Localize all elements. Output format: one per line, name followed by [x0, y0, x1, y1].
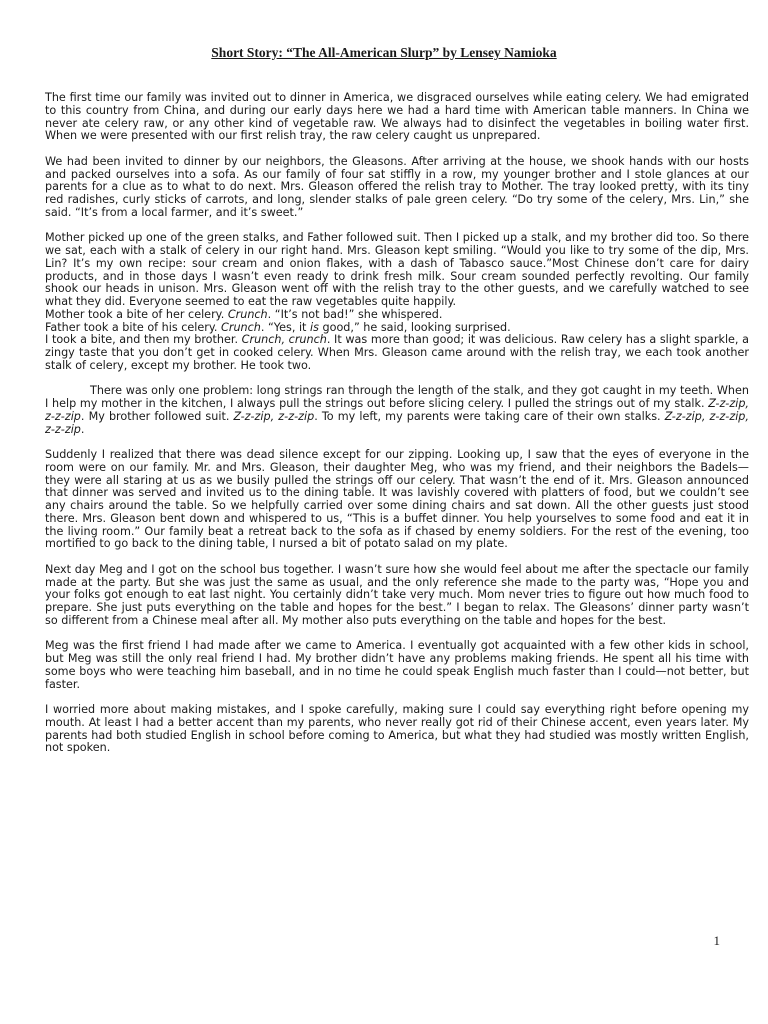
paragraph-3: Mother picked up one of the green stalks, and Father followed suit. Then I picked up a stalk, and my brother did too. So there we sat, each with a stalk of celery in our right hand. Mrs. Gleason kept smiling. “Would you like to try some of the dip, Mrs. Lin? It’s my own recipe: sour cream and onion flakes, with a dash of Tabasco sauce.”Most Chinese don’t care for dairy products, and in those days I wasn’t even ready to drink fresh milk. Sour cream sounded perfectly revolting. Our family shook our heads in unison. Mrs. Gleason went off with the relish tray to the other guests, and we carefully watched to see what they did. Everyone seemed to eat the raw vegetables quite happily.: [45, 231, 749, 308]
paragraph-1: The first time our family was invited out to dinner in America, we disgraced ourselves while eating celery. We had emigrated to this country from China, and during our early days here we had a hard time with American table manners. In China we never ate celery raw, or any other kind of vegetable raw. We always had to disinfect the vegetables in boiling water first. When we were presented with our first relish tray, the raw celery caught us unprepared.: [45, 91, 749, 143]
paragraph-silence: Suddenly I realized that there was dead silence except for our zipping. Looking up, I saw that the eyes of everyone in the room were on our family. Mr. and Mrs. Gleason, their daughter Meg, who was my friend, and their neighbors the Badels—they were all staring at us as we busily pulled the strings off our celery. That wasn’t the end of it. Mrs. Gleason announced that dinner was served and invited us to the dining table. It was lavishly covered with platters of food, but we couldn’t see any chairs around the table. So we helpfully carried over some dining chairs and sat down. All the other guests just stood there. Mrs. Gleason bent down and whispered to us, “This is a buffet dinner. You help yourselves to some food and eat it in the living room.” Our family beat a retreat back to the sofa as if chased by enemy soldiers. For the rest of the evening, too mortified to go back to the dining table, I nursed a bit of potato salad on my plate.: [45, 448, 749, 551]
paragraph-school-bus: Next day Meg and I got on the school bus together. I wasn’t sure how she would feel about me after the spectacle our family made at the party. But she was just the same as usual, and the only reference she made to the party was, “Hope you and your folks got enough to eat last night. You certainly didn’t take very much. Mom never tries to figure out how much food to prepare. She just puts everything on the table and hopes for the best.” I began to relax. The Gleasons’ dinner party wasn’t so different from a Chinese meal after all. My mother also puts everything on the table and hopes for the best.: [45, 562, 749, 627]
paragraph-meg-friend: Meg was the first friend I had made after we came to America. I eventually got acquainted with a few other kids in school, but Meg was still the only real friend I had. My brother didn’t have any problems making friends. He spent all his time with some boys who were teaching him baseball, and in no time he could speak English much faster than I could—not better, but faster.: [45, 639, 749, 691]
paragraph-mistakes: I worried more about making mistakes, and I spoke carefully, making sure I could say everything right before opening my mouth. At least I had a better accent than my parents, who never really got rid of their Chinese accent, even years later. My parents had both studied English in school before coming to America, but what they had studied was mostly written English, not spoken.: [45, 703, 749, 755]
page-number: 1: [713, 933, 720, 948]
paragraph-i-bite: I took a bite, and then my brother. Crunch, crunch. It was more than good; it was delicious. Raw celery has a slight sparkle, a zingy taste that you don’t get in cooked celery. When Mrs. Gleason came around with the relish tray, we each took another stalk of celery, except my brother. He took two.: [45, 333, 749, 372]
paragraph-mother-bite: Mother took a bite of her celery. Crunch. “It’s not bad!” she whispered.: [45, 307, 443, 321]
paragraph-2: We had been invited to dinner by our neighbors, the Gleasons. After arriving at the house, we shook hands with our hosts and packed ourselves into a sofa. As our family of four sat stiffly in a row, my younger brother and I stole glances at our parents for a clue as to what to do next. Mrs. Gleason offered the relish tray to Mother. The tray looked pretty, with its tiny red radishes, curly sticks of carrots, and long, slender stalks of pale green celery. “Do try some of the celery, Mrs. Lin,” she said. “It’s from a local farmer, and it’s sweet.”: [45, 154, 749, 219]
paragraph-father-bite: Father took a bite of his celery. Crunch. “Yes, it is good,” he said, looking surprised.: [45, 320, 511, 334]
story-title: Short Story: “The All-American Slurp” by Lensey Namioka: [211, 45, 557, 60]
story-body: [45, 92, 749, 755]
paragraph-strings: There was only one problem: long strings ran through the length of the stalk, and they got caught in my teeth. When I help my mother in the kitchen, I always pull the strings out before slicing celery. I pulled the strings out of my stalk. Z-z-zip, z-z-zip. My brother followed suit. Z-z-zip, z-z-zip. To my left, my parents were taking care of their own stalks. Z-z-zip, z-z-zip, z-z-zip.: [45, 384, 749, 436]
